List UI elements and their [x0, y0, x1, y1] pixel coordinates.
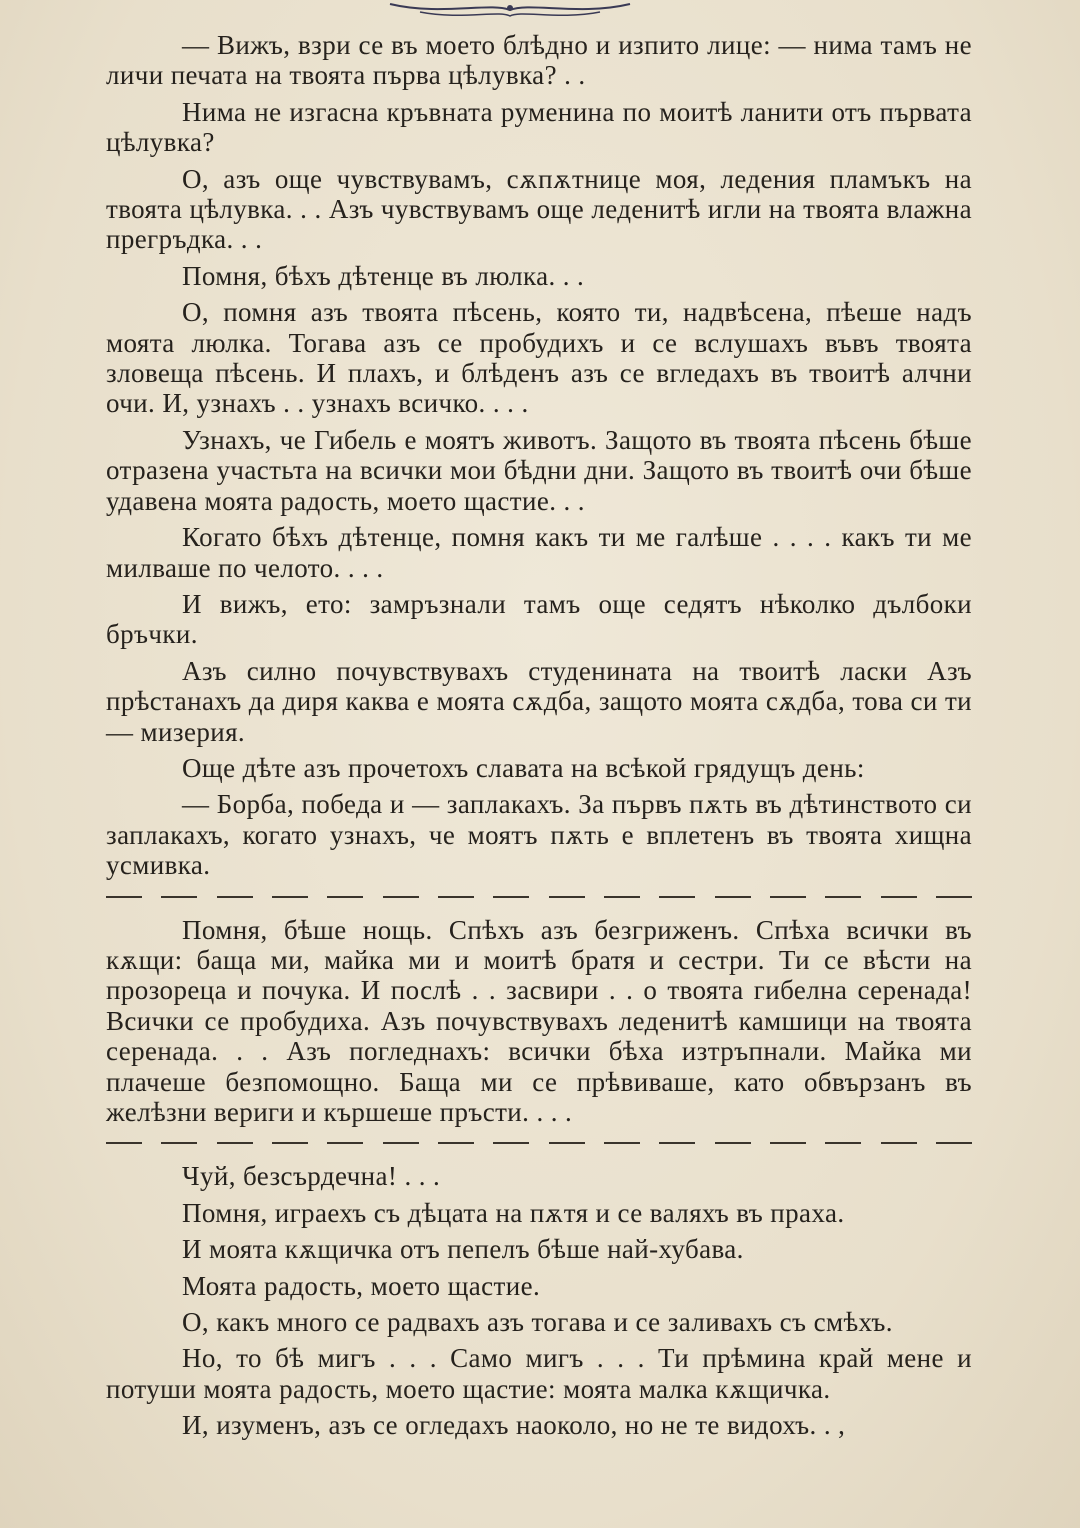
paragraph: Помня, бѣхъ дѣтенце въ люлка. . . [182, 260, 585, 291]
paragraph: Но, то бѣ мигъ . . . Само мигъ . . . Ти прѣмина край мене и потуши моята радость, моето щастие: моята малка кѫщичка. [106, 1343, 972, 1404]
paragraph: Още дѣте азъ прочетохъ славата на всѣкой грядущъ день: [182, 752, 865, 783]
paragraph: Когато бѣхъ дѣтенце, помня какъ ти ме галѣше . . . . какъ ти ме милваше по челото. . . . [106, 522, 972, 583]
paragraph: И, изуменъ, азъ се огледахъ наоколо, но не те видохъ. . , [182, 1410, 846, 1441]
top-ornament-icon [380, 0, 640, 22]
paragraph: Помня, бѣше нощь. Спѣхъ азъ безгриженъ. Спѣха всички въ кѫщи: баща ми, майка ми и моитѣ братя и сестри. Ти се вѣсти на прозореца и почука. И послѣ . . засвири . . о твоята гибелна серенада! Всички се пробудиха. Азъ почувствувахъ леденитѣ камшици на твоята серенада. . . Азъ погледнахъ: всички бѣха изтръпнали. Майка ми плачеше безпомощно. Баща ми се прѣвиваше, като обвързанъ въ желѣзни вериги и кършеше пръсти. . . . [106, 914, 972, 1127]
paragraph: О, какъ много се радвахъ азъ тогава и се заливахъ съ смѣхъ. [182, 1307, 893, 1338]
paragraph: — Борба, победа и — заплакахъ. За първъ пѫть въ дѣтинството си заплакахъ, когато узнахъ, че моятъ пѫть е вплетенъ въ твоята хищна усмивка. [106, 789, 972, 881]
paragraph: Узнахъ, че Гибель е моятъ животъ. Защото въ твоята пѣсень бѣше отразена участьта на всички мои бѣдни дни. Защото въ твоитѣ очи бѣше удавена моята радость, моето щастие. . . [106, 424, 972, 516]
main-text [106, 30, 972, 1441]
paragraph: Азъ силно почувствувахъ студенината на твоитѣ ласки Азъ прѣстанахъ да диря каква е моята сѫдба, защото моята сѫдба, това си ти — мизерия. [106, 655, 972, 747]
section-divider [106, 893, 972, 901]
paragraph: Помня, играехъ съ дѣцата на пѫтя и се валяхъ въ праха. [182, 1197, 845, 1228]
paragraph: Нима не изгасна кръвната руменина по моитѣ ланити отъ първата цѣлувка? [106, 96, 972, 158]
paragraph: Моята радость, моето щастие. [182, 1270, 541, 1301]
paragraph: И моята кѫщичка отъ пепелъ бѣше най-хубава. [182, 1234, 744, 1265]
section-divider [106, 1139, 972, 1147]
paragraph: И вижъ, ето: замръзнали тамъ още седятъ нѣколко дълбоки бръчки. [106, 588, 972, 650]
paragraph: О, азъ още чувствувамъ, сѫпѫтнице моя, ледения пламъкъ на твоята цѣлувка. . . Азъ чувствувамъ още леденитѣ игли на твоята влажна прегръдка. . . [106, 163, 972, 255]
paragraph: — Вижъ, взри се въ моето блѣдно и изпито лице: — нима тамъ не личи печата на твоята първа цѣлувка? . . [106, 30, 972, 91]
paragraph: О, помня азъ твоята пѣсень, която ти, надвѣсена, пѣеше надъ моята люлка. Тогава азъ се пробудихъ и се вслушахъ въвъ твоята зловеща пѣсень. И плахъ, и блѣденъ азъ се вгледахъ въ твоитѣ алчни очи. И, узнахъ . . узнахъ всичко. . . . [106, 297, 972, 419]
part-one [106, 30, 972, 881]
paragraph: Чуй, безсърдечна! . . . [182, 1161, 441, 1192]
part-two [106, 915, 972, 1128]
part-three [106, 1161, 972, 1440]
